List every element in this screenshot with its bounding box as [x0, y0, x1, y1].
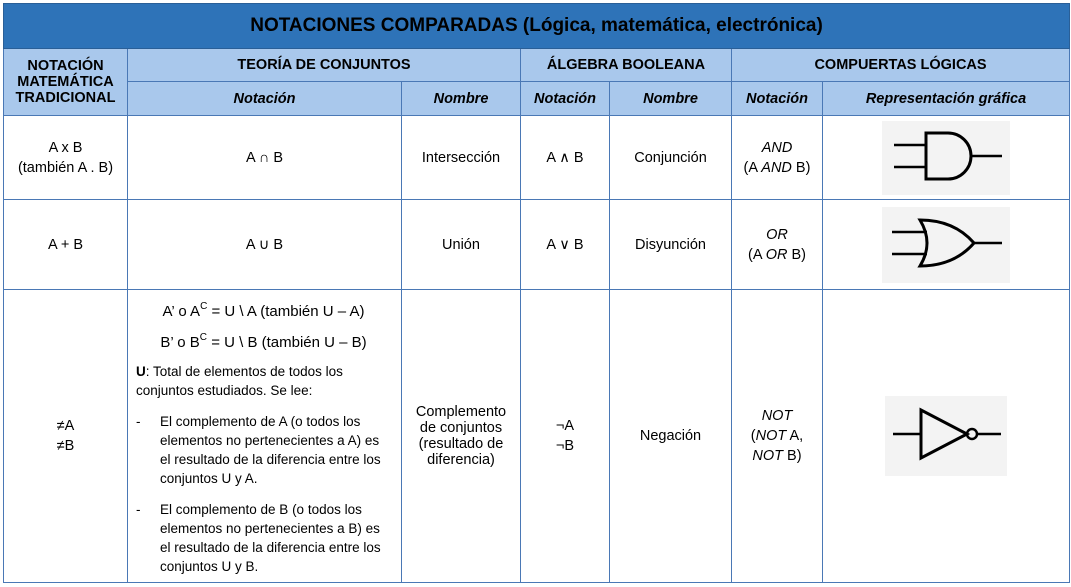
set-notation-cell: A ∩ B	[128, 116, 402, 200]
set-notation-cell: A ∪ B	[128, 200, 402, 290]
gate-graphic-cell	[823, 290, 1070, 583]
header-logic-gates: COMPUERTAS LÓGICAS	[732, 49, 1070, 82]
set-name-cell: Complemento de conjuntos (resultado de diferencia)	[402, 290, 521, 583]
subheader-set-name: Nombre	[402, 82, 521, 116]
and-gate-icon	[882, 121, 1010, 195]
gate-notation-cell: OR (A OR B)	[732, 200, 823, 290]
not-gate-icon	[885, 396, 1007, 476]
complement-equation-a: A’ o $A^C = U$ \ A (también U – A)	[162, 301, 365, 320]
gate-graphic-cell	[823, 116, 1070, 200]
or-gate-icon	[882, 207, 1010, 283]
gate-notation-cell: NOT (NOT A, NOT B)	[732, 290, 823, 583]
notation-table	[3, 3, 1070, 583]
traditional-notation-cell: ≠A ≠B	[4, 290, 128, 583]
subheader-set-notation: Notación	[128, 82, 402, 116]
bool-name-cell: Disyunción	[610, 200, 732, 290]
bool-name-cell: Negación	[610, 290, 732, 583]
bool-notation-cell: A ∨ B	[521, 200, 610, 290]
subheader-gate-graphic: Representación gráfica	[823, 82, 1070, 116]
set-name-cell: Intersección	[402, 116, 521, 200]
bool-name-cell: Conjunción	[610, 116, 732, 200]
set-notation-cell	[128, 290, 402, 583]
table-row	[4, 200, 1070, 290]
bool-notation-cell: A ∧ B	[521, 116, 610, 200]
list-item: - El complemento de A (o todos los elementos no pertenecientes a A) es el resultado de la diferencia entre los conjuntos U y A.	[136, 414, 381, 486]
table-row	[4, 116, 1070, 200]
subheader-bool-name: Nombre	[610, 82, 732, 116]
header-traditional-notation: NOTACIÓN MATEMÁTICA TRADICIONAL	[4, 49, 128, 116]
subheader-gate-notation: Notación	[732, 82, 823, 116]
traditional-notation-cell: A x B (también A . B)	[4, 116, 128, 200]
gate-notation-cell: AND (A AND B)	[732, 116, 823, 200]
gate-graphic-cell	[823, 200, 1070, 290]
list-item: - El complemento de B (o todos los elementos no pertenecientes a B) es el resultado de la diferencia entre los conjuntos U y B.	[136, 502, 381, 574]
table-row	[4, 290, 1070, 583]
set-name-cell: Unión	[402, 200, 521, 290]
subheader-bool-notation: Notación	[521, 82, 610, 116]
complement-equation-b: B’ o $B^C = U$ \ B (también U – B)	[160, 332, 367, 351]
universe-definition: U: Total de elementos de todos los conjuntos estudiados. Se lee:	[136, 364, 343, 398]
header-boolean-algebra: ÁLGEBRA BOOLEANA	[521, 49, 732, 82]
traditional-notation-cell: A + B	[4, 200, 128, 290]
bool-notation-cell: ¬A ¬B	[521, 290, 610, 583]
header-set-theory: TEORÍA DE CONJUNTOS	[128, 49, 521, 82]
table-title: NOTACIONES COMPARADAS (Lógica, matemática, electrónica)	[4, 4, 1070, 49]
